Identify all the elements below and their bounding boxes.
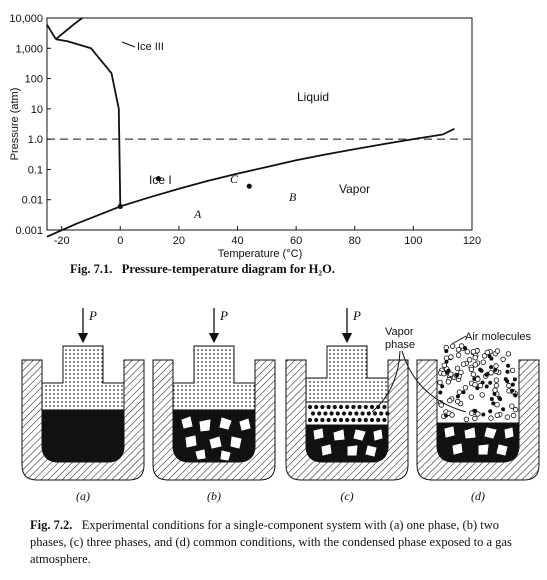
vapor-molecule xyxy=(327,418,331,422)
vapor-molecule xyxy=(333,418,337,422)
force-label-a: P xyxy=(89,308,97,323)
air-molecule xyxy=(473,382,478,387)
air-molecule xyxy=(473,409,476,412)
vapor-molecule xyxy=(382,418,386,422)
air-molecule xyxy=(464,417,469,422)
point-label-c: C xyxy=(230,172,239,186)
air-molecule xyxy=(494,364,499,369)
air-molecule xyxy=(481,360,486,365)
air-molecule xyxy=(505,415,510,420)
air-molecule xyxy=(494,383,499,388)
air-molecule xyxy=(495,413,500,418)
air-molecule xyxy=(489,416,494,421)
air-molecule xyxy=(455,399,460,404)
vapor-molecule xyxy=(314,405,318,409)
air-molecule xyxy=(494,378,499,383)
air-molecule xyxy=(447,369,450,372)
vapor-molecule xyxy=(364,405,368,409)
x-axis-label: Temperature (°C) xyxy=(217,248,303,260)
y-tick-label: 10 xyxy=(30,103,43,116)
y-axis-label: Pressure (atm) xyxy=(9,87,21,161)
air-molecule xyxy=(489,381,492,384)
vapor-molecule xyxy=(308,405,312,409)
y-tick-label: 1.0 xyxy=(27,134,43,147)
air-molecule xyxy=(462,391,465,394)
panel-a xyxy=(22,308,144,503)
air-molecule xyxy=(456,395,459,398)
air-molecule xyxy=(501,357,506,362)
figure-7-1-caption xyxy=(70,262,335,277)
air-molecule xyxy=(457,390,462,395)
air-molecule xyxy=(446,380,451,385)
vapor-molecule xyxy=(382,405,386,409)
air-molecule xyxy=(441,385,444,388)
air-molecule xyxy=(507,364,510,367)
x-tick-label: -20 xyxy=(53,235,70,247)
y-tick-label: 0.01 xyxy=(21,194,43,207)
y-tick-label: 10,000 xyxy=(9,13,43,25)
vapor-molecule xyxy=(314,418,318,422)
air-molecule xyxy=(493,392,496,395)
air-molecule xyxy=(439,403,444,408)
y-tick-label: 0.001 xyxy=(15,225,43,237)
vapor-molecule xyxy=(320,405,324,409)
air-molecule xyxy=(490,397,493,400)
panel-b xyxy=(153,308,275,503)
air-molecule xyxy=(513,378,516,381)
panel-label-a: (a) xyxy=(76,489,90,503)
vapor-molecule xyxy=(354,411,358,415)
x-tick-label: 60 xyxy=(290,235,303,247)
region-label-ice1: Ice I xyxy=(149,173,172,187)
vapor-molecule xyxy=(385,411,389,415)
x-tick-label: 0 xyxy=(117,235,124,247)
y-tick-label: 100 xyxy=(24,73,43,86)
air-molecule xyxy=(495,402,500,407)
air-molecule xyxy=(511,383,514,386)
air-molecule xyxy=(490,366,493,369)
vapor-molecule xyxy=(333,405,337,409)
ice3-leader-line xyxy=(122,42,135,47)
vapor-molecule xyxy=(376,418,380,422)
vapor-molecule xyxy=(342,411,346,415)
vapor-molecule xyxy=(373,411,377,415)
figure-7-2-caption-label: Fig. 7.2. xyxy=(30,518,73,532)
x-tick-label: 40 xyxy=(231,235,244,247)
vapor-molecule xyxy=(345,418,349,422)
air-molecule xyxy=(513,407,518,412)
air-leader-line xyxy=(452,336,466,344)
vapor-molecule xyxy=(361,411,365,415)
air-molecule xyxy=(478,383,483,388)
air-molecules xyxy=(438,344,518,422)
region-label-vapor: Vapor xyxy=(339,182,371,196)
air-molecule xyxy=(449,355,454,360)
air-molecule xyxy=(447,398,452,403)
air-molecule xyxy=(455,374,458,377)
air-molecule xyxy=(459,370,464,375)
phase-boundary-line xyxy=(56,25,74,40)
phase-boundary-line xyxy=(56,39,121,206)
condensed-phase xyxy=(173,410,255,462)
air-molecule xyxy=(504,378,507,381)
vapor-molecule xyxy=(317,411,321,415)
air-molecules-label: Air molecules xyxy=(465,331,532,343)
air-molecule xyxy=(511,413,516,418)
air-molecule xyxy=(510,404,515,409)
air-molecule xyxy=(502,408,505,411)
point-label-b: B xyxy=(289,190,297,204)
vapor-molecule xyxy=(327,405,331,409)
air-molecule xyxy=(485,385,488,388)
figure-7-2-caption-text: Experimental conditions for a single-component system with (a) one phase, (b) two phases, (c) three phases, and (d) common conditions, with the condensed phase exposed to a gas atmosphere. xyxy=(30,518,512,566)
condensed-phase xyxy=(42,410,124,462)
air-molecule xyxy=(495,349,500,354)
vapor-molecule xyxy=(336,411,340,415)
point-marker-a xyxy=(118,204,123,209)
vapor-phase-label-line1: Vapor xyxy=(385,326,414,338)
figure-7-1-caption-text: Pressure-temperature diagram for H₂O. xyxy=(121,262,335,276)
air-molecule xyxy=(506,370,509,373)
air-molecule xyxy=(450,413,455,418)
vapor-molecule xyxy=(370,418,374,422)
air-molecule xyxy=(456,353,461,358)
panel-d xyxy=(417,344,539,480)
vapor-molecule xyxy=(320,418,324,422)
air-molecule xyxy=(459,344,464,349)
figure-7-1-caption-label: Fig. 7.1. xyxy=(70,262,113,276)
point-marker-b xyxy=(247,184,252,189)
vapor-phase-label-line2: phase xyxy=(385,339,415,351)
plot-frame xyxy=(47,18,472,230)
vapor-molecule xyxy=(348,411,352,415)
air-molecule xyxy=(450,344,455,349)
panel-label-d: (d) xyxy=(471,489,485,503)
air-molecule xyxy=(471,372,476,377)
x-tick-label: 100 xyxy=(404,235,423,247)
region-label-liquid: Liquid xyxy=(297,90,330,104)
air-molecule xyxy=(438,380,443,385)
x-tick-label: 20 xyxy=(172,235,186,247)
panel-label-c: (c) xyxy=(340,489,354,503)
air-molecule xyxy=(510,368,515,373)
vapor-molecule xyxy=(345,405,349,409)
air-molecule xyxy=(439,391,442,394)
vapor-molecule xyxy=(323,411,327,415)
air-molecule xyxy=(490,357,493,360)
vapor-molecule xyxy=(364,418,368,422)
air-molecule xyxy=(442,363,447,368)
vapor-molecule xyxy=(330,411,334,415)
air-molecule xyxy=(469,395,474,400)
air-molecule xyxy=(506,352,511,357)
air-molecule xyxy=(473,363,478,368)
x-tick-label: 80 xyxy=(348,235,361,247)
air-molecule xyxy=(507,383,512,388)
vapor-molecule xyxy=(370,405,374,409)
vapor-molecule xyxy=(339,405,343,409)
y-tick-label: 0.1 xyxy=(27,164,43,177)
phase-boundary-line xyxy=(47,25,56,40)
y-tick-label: 1,000 xyxy=(15,43,43,56)
air-molecule xyxy=(482,413,485,416)
vapor-molecule xyxy=(351,405,355,409)
air-molecule xyxy=(480,393,485,398)
vapor-molecule xyxy=(367,411,371,415)
air-molecule xyxy=(493,388,498,393)
air-molecule xyxy=(479,368,482,371)
air-molecule xyxy=(473,416,478,421)
air-molecule xyxy=(449,372,454,377)
air-molecule xyxy=(494,368,497,371)
vapor-molecule xyxy=(351,418,355,422)
air-molecule xyxy=(476,377,481,382)
air-molecule xyxy=(510,389,513,392)
vapor-molecule xyxy=(339,418,343,422)
air-molecule xyxy=(463,385,468,390)
vapor-molecule xyxy=(379,411,383,415)
air-molecule xyxy=(489,371,494,376)
air-molecule xyxy=(455,366,460,371)
air-molecule xyxy=(465,350,470,355)
vapor-molecule xyxy=(311,411,315,415)
vapor-molecule xyxy=(358,405,362,409)
air-molecule xyxy=(492,402,495,405)
air-molecule xyxy=(471,349,476,354)
piston xyxy=(173,346,255,410)
piston xyxy=(306,346,388,402)
phase-boundary-line xyxy=(73,18,82,25)
air-molecule xyxy=(482,354,487,359)
phase-diagram-chart xyxy=(0,0,547,260)
panel-label-b: (b) xyxy=(207,489,221,503)
figure-7-2-caption xyxy=(30,517,535,568)
region-label-ice3: Ice III xyxy=(137,41,164,53)
air-molecule xyxy=(514,394,517,397)
apparatus-diagram xyxy=(0,280,547,520)
air-molecule xyxy=(469,367,474,372)
air-molecule xyxy=(445,350,448,353)
point-label-a: A xyxy=(194,207,202,221)
air-molecule xyxy=(489,410,492,413)
piston xyxy=(42,346,124,410)
force-label-c: P xyxy=(353,308,361,323)
air-molecule xyxy=(498,396,501,399)
vapor-molecule xyxy=(358,418,362,422)
vapor-molecule xyxy=(308,418,312,422)
force-label-b: P xyxy=(220,308,228,323)
air-molecule xyxy=(473,355,478,360)
air-molecule xyxy=(461,362,466,367)
phase-boundary-line xyxy=(47,129,454,237)
x-tick-label: 120 xyxy=(462,235,482,247)
